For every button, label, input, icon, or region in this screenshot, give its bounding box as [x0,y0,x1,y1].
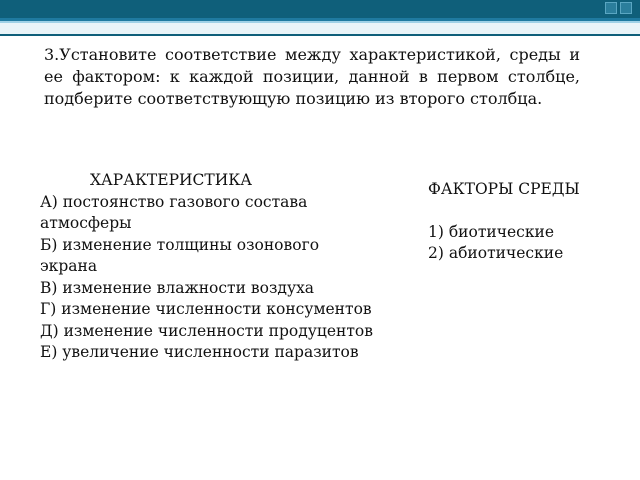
characteristic-item-e: Е) увеличение численности паразитов [40,343,359,361]
factor-item-biotic: 1) биотические [428,222,555,241]
decor-square [620,2,632,14]
spacer [428,201,628,222]
decor-square [605,2,617,14]
characteristic-item-d: Д) изменение численности продуцентов [40,321,373,340]
header-bottom-line [0,34,640,36]
question-text: 3.Установите соответствие между характеристикой, среды и ее фактором: к каждой позиции, данной в первом столбце, подберите соответствующую позицию из второго столбца. [44,45,580,108]
characteristics-column [40,170,380,364]
characteristics-heading: ХАРАКТЕРИСТИКА [90,171,252,189]
slide-header-band [0,0,640,40]
header-dark-stripe [0,0,640,18]
characteristic-item-a: А) постоянство газового состава атмосферы [40,192,308,232]
factors-column [428,179,628,265]
characteristic-item-b: Б) изменение толщины озонового экрана [40,235,320,275]
factors-heading: ФАКТОРЫ СРЕДЫ [428,180,580,198]
header-light-stripe [0,23,640,34]
characteristic-item-v: В) изменение влажности воздуха [40,278,315,297]
characteristic-item-g: Г) изменение численности консументов [40,300,372,318]
factor-item-abiotic: 2) абиотические [428,244,564,262]
header-decoration [605,2,632,14]
